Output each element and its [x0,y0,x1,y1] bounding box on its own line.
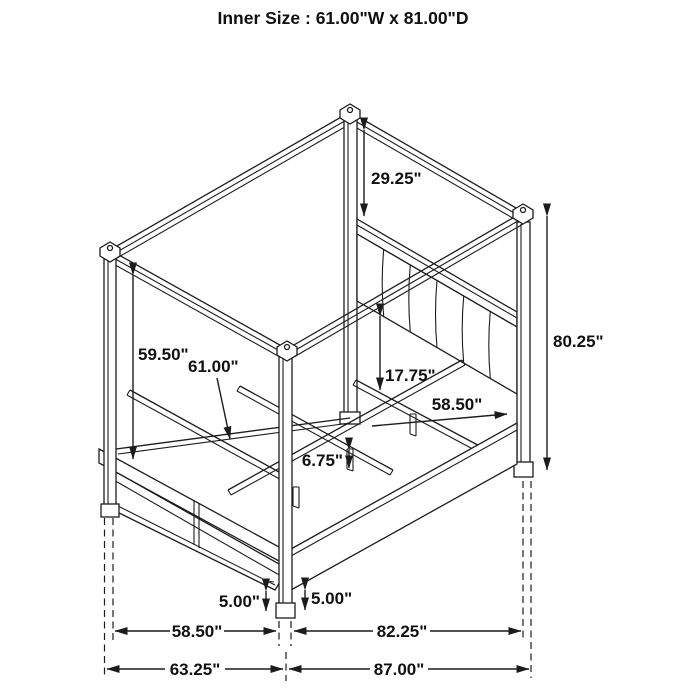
side-rail [291,423,517,590]
dim-overall-depth: 87.00" [373,660,425,679]
dim-inner-width: 61.00" [188,357,239,376]
dim-canopy-clearance: 59.50" [138,345,189,364]
support-leg [293,487,299,508]
dim-footboard-width: 58.50" [171,622,223,641]
diagram-title: Inner Size : 61.00"W x 81.00"D [217,8,469,28]
dim-overall-height: 80.25" [553,332,604,351]
bed-slat [127,390,288,482]
dim-slat-leg-height: 6.75" [301,451,343,470]
dim-headboard-to-deck: 17.75" [385,366,436,385]
dim-side-rail-length: 82.25" [376,622,428,641]
drawer-top-edge [112,479,281,576]
dim-overall-width: 63.25" [169,660,221,679]
dim-footboard-floor-clearance: 5.00" [218,592,260,611]
footboard-left-post [101,254,119,517]
canopy-frame-far [110,112,523,262]
footboard [99,449,290,590]
dim-canopy-to-headboard: 29.25" [371,169,422,188]
footboard-right-post [276,353,295,618]
dim-headboard-width: 58.50" [431,395,483,414]
dim-rail-floor-clearance: 5.00" [311,589,353,608]
